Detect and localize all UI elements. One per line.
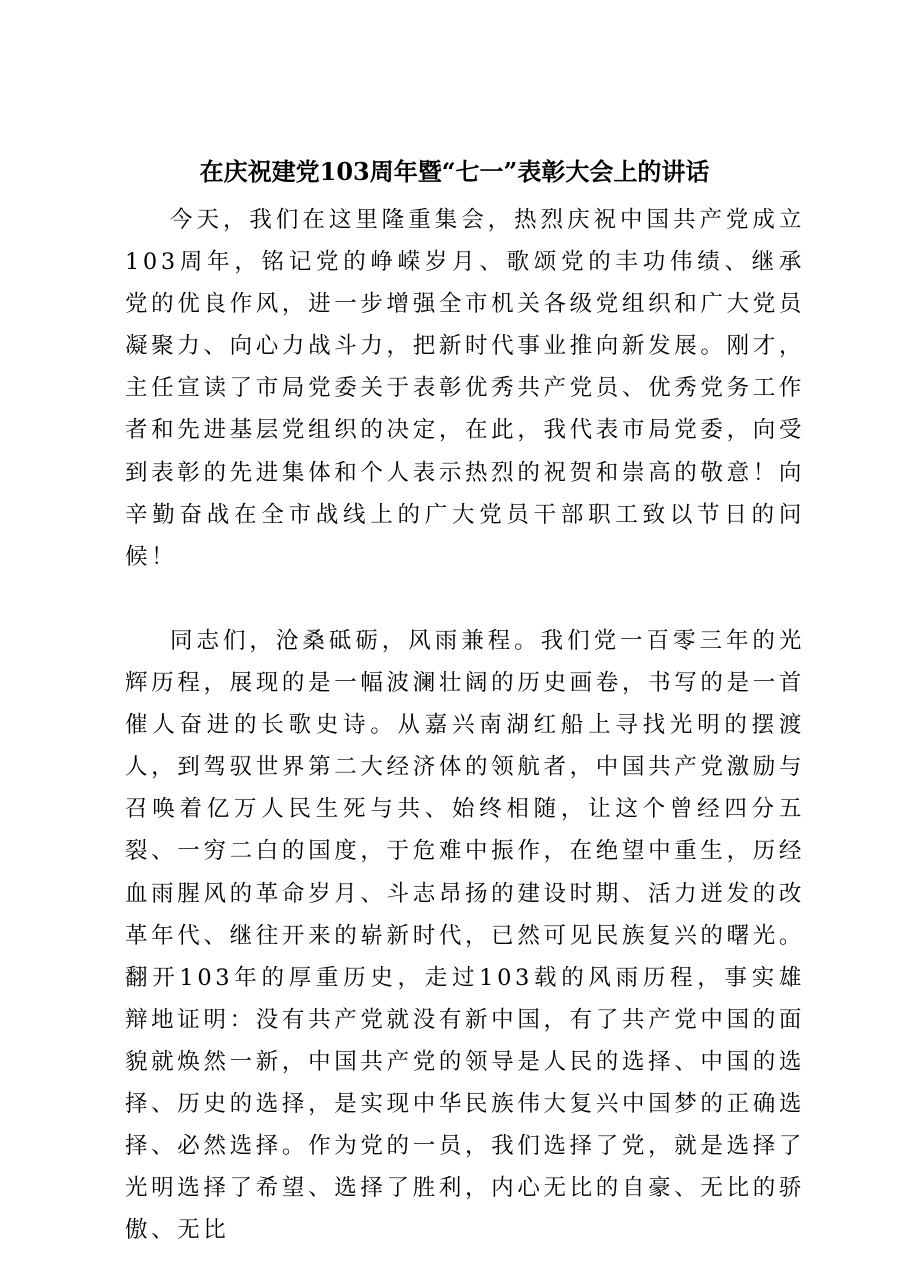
document-title: 在庆祝建党103周年暨“七一”表彰大会上的讲话 [199, 157, 710, 186]
paragraph-2: 同志们，沧桑砥砺，风雨兼程。我们党一百零三年的光辉历程，展现的是一幅波澜壮阔的历史画卷，书写的是一首催人奋进的长歌史诗。从嘉兴南湖红船上寻找光明的摆渡人，到驾驭世界第二大经济体的领航者，中国共产党激励与召唤着亿万人民生死与共、始终相随，让这个曾经四分五裂、一穷二白的国度，于危难中振作，在绝望中重生，历经血雨腥风的革命岁月、斗志昂扬的建设时期、活力迸发的改革年代、继往开来的崭新时代，已然可见民族复兴的曙光。翻开103年的厚重历史，走过103载的风雨历程，事实雄辩地证明：没有共产党就没有新中国，有了共产党中国的面貌就焕然一新，中国共产党的领导是人民的选择、中国的选择、历史的选择，是实现中华民族伟大复兴中国梦的正确选择、必然选择。作为党的一员，我们选择了党，就是选择了光明选择了希望、选择了胜利，内心无比的自豪、无比的骄傲、无比 [125, 627, 805, 1244]
paragraph-1: 今天，我们在这里隆重集会，热烈庆祝中国共产党成立103周年，铭记党的峥嵘岁月、歌颂党的丰功伟绩、继承党的优良作风，进一步增强全市机关各级党组织和广大党员凝聚力、向心力战斗力，把新时代事业推向新发展。刚才，主任宣读了市局党委关于表彰优秀共产党员、优秀党务工作者和先进基层党组织的决定，在此，我代表市局党委，向受到表彰的先进集体和个人表示热烈的祝贺和崇高的敬意！向辛勤奋战在全市战线上的广大党员干部职工致以节日的问候！ [125, 207, 805, 570]
document-body [125, 199, 805, 1251]
